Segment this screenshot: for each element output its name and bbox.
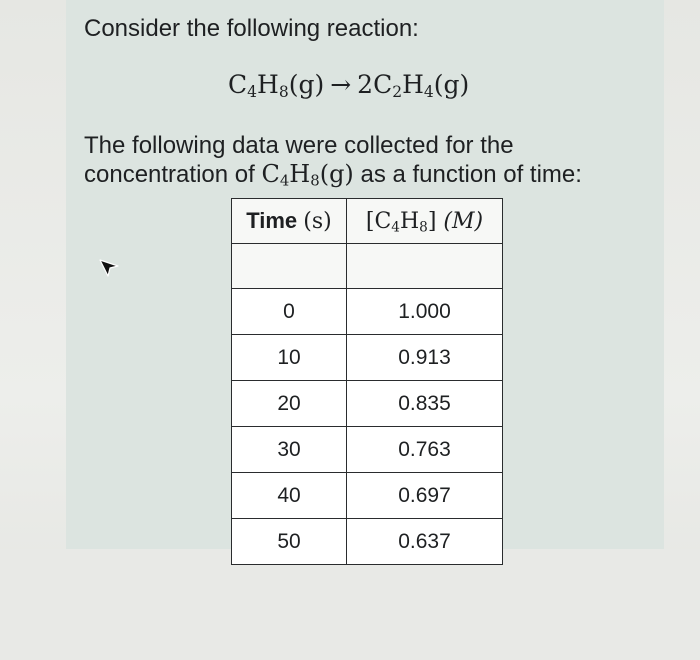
time-cell: 30	[232, 427, 347, 473]
table-row	[232, 427, 503, 473]
mouse-pointer-icon	[98, 256, 120, 278]
time-cell: 50	[232, 519, 347, 565]
concentration-cell: 0.697	[347, 473, 503, 519]
header-spacer	[232, 244, 347, 289]
description-species: $C_4H_8(g)$	[261, 160, 354, 190]
header-time: Time (s)	[232, 199, 347, 244]
reactant-formula: $C_4H_8(g)$	[228, 70, 325, 101]
page-background-strip	[0, 549, 700, 660]
table-row	[232, 381, 503, 427]
description-suffix: as a function of time:	[360, 161, 582, 188]
table-row	[232, 289, 503, 335]
table-row	[232, 519, 503, 565]
description-line-2	[84, 160, 582, 189]
concentration-cell: 0.835	[347, 381, 503, 427]
concentration-cell: 0.637	[347, 519, 503, 565]
table-header-row	[232, 199, 503, 244]
product-formula: $2C_2H_4(g)$	[357, 70, 470, 101]
time-cell: 0	[232, 289, 347, 335]
table-row	[232, 473, 503, 519]
time-cell: 10	[232, 335, 347, 381]
header-concentration: $[C_4H_8]$ (M)	[347, 199, 503, 244]
reaction-equation	[228, 70, 469, 99]
time-cell: 40	[232, 473, 347, 519]
description-line-1: The following data were collected for the	[84, 132, 514, 159]
time-cell: 20	[232, 381, 347, 427]
concentration-cell: 0.913	[347, 335, 503, 381]
description-prefix: concentration of	[84, 161, 255, 188]
concentration-table	[231, 198, 503, 565]
reaction-arrow-icon: →	[330, 70, 352, 99]
header-spacer	[347, 244, 503, 289]
concentration-cell: 0.763	[347, 427, 503, 473]
concentration-cell: 1.000	[347, 289, 503, 335]
question-intro: Consider the following reaction:	[84, 15, 419, 42]
table-row	[232, 335, 503, 381]
header-spacer-row	[232, 244, 503, 289]
